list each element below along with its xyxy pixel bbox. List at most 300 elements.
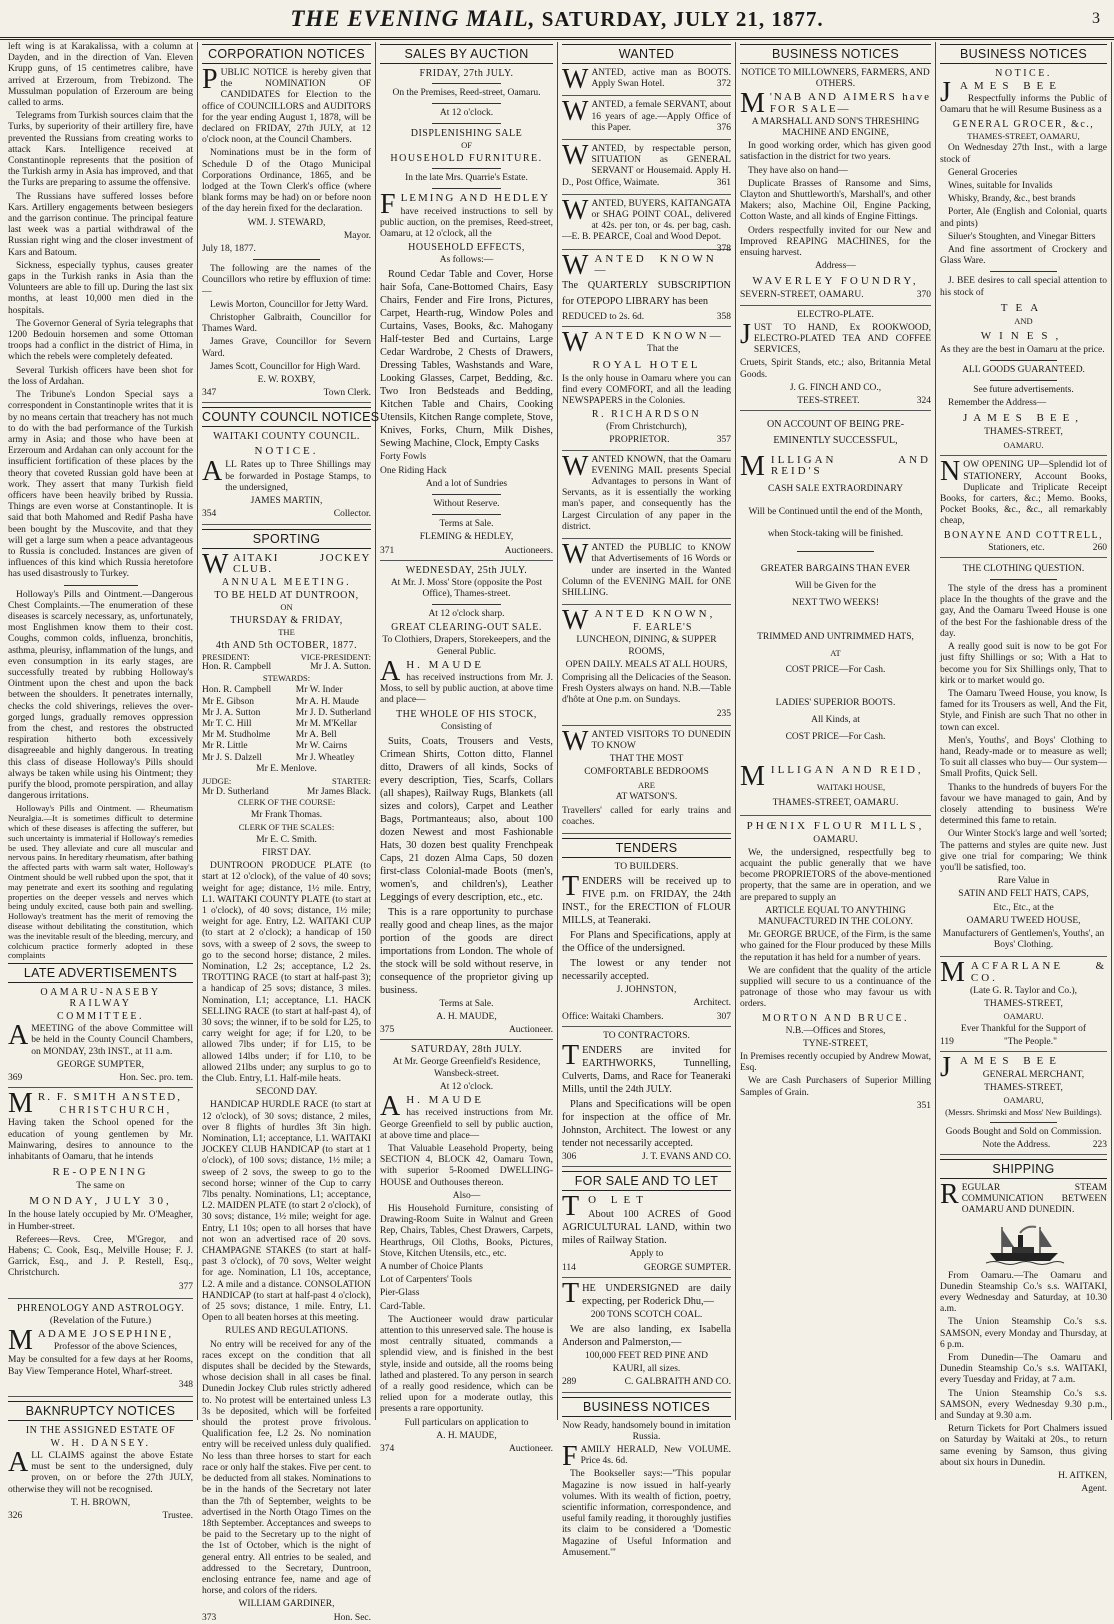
wanted-ad <box>562 194 731 254</box>
ad-signature: MORTON AND BRUCE. <box>761 1012 909 1024</box>
ad-body: In good working order, which has given good satisfaction in the district for two years. <box>740 141 931 163</box>
ad-number: 223 <box>1092 1139 1107 1150</box>
ad-text: At Mr. George Greenfield's Residence, Wansbeck-street. <box>392 1057 541 1079</box>
ad-body: has received instructions from Mr. George Greenfield to sell by public auction, at above time and place— <box>380 1108 553 1141</box>
ad-text: Without Reserve. <box>433 499 500 510</box>
ad-text: Travellers' called for early trains and coaches. <box>562 805 731 827</box>
ad-heading: KAURI, all sizes. <box>612 1364 681 1375</box>
ad-text: As they are the best in Oamaru at the price. <box>940 344 1105 355</box>
ad-text: THAT THE MOST <box>609 754 684 765</box>
ad-heading: JAMES BEE, <box>962 412 1085 425</box>
ad-text: In the late Mrs. Quarrie's Estate. <box>405 173 528 184</box>
race-day-heading: FIRST DAY. <box>262 847 311 858</box>
ad-text: Goods Bought and Sold on Commission. <box>945 1126 1102 1137</box>
general-merchant-ad <box>940 1052 1107 1155</box>
ad-number: 351 <box>916 1100 931 1111</box>
ad-address: SEVERN-STREET, OAMARU. <box>740 290 864 301</box>
tender-ad <box>562 862 731 1027</box>
ad-text: At Mr. J. Moss' Store (opposite the Post Office), Thames-street. <box>390 577 543 600</box>
drop-cap: J <box>740 318 751 350</box>
label: VICE-PRESIDENT: <box>300 651 371 662</box>
section-sporting: SPORTING <box>202 529 371 549</box>
milligan-reid-ad <box>740 417 931 815</box>
ad-heading: LADIES' SUPERIOR BOOTS. <box>775 697 896 708</box>
ad-text: Etc., Etc., at the <box>993 902 1054 913</box>
ad-text: In Premises recently occupied by Andrew Mowat, Esq. <box>740 1051 931 1074</box>
ad-number: 114 <box>562 1262 576 1273</box>
wanted-ad <box>562 249 731 328</box>
section-shipping: SHIPPING <box>940 1159 1107 1179</box>
ad-items: Round Cedar Table and Cover, Horse hair Sofa, Cane-Bottomed Chairs, Easy Chairs, Fender and Fire Irons, Pictures, Carpet, Hearth-rug, Window Poles and Curtains, Vases, Books, &c. Mahogany Half-tester Bed and Curtains, Large Cedar Wardrobe, 2 Chests of Drawers, Dressing Tables, Washstands and Ware, Looking Glasses, Carpet, Bedding, &c. Two Iron Bedsteads and Bedding, Kitchen Table and Chairs, Cooking Utensils, Kitchen Range complete, Stove, Knives, Forks, Churn, Milk Dishes, Sewing Machine, Clock, Empty Casks <box>380 269 553 450</box>
steward: Mr J. S. Dalzell <box>202 752 262 763</box>
ad-heading: F. EARLE'S <box>633 622 693 634</box>
ad-number: 374 <box>380 1443 395 1454</box>
drop-cap: W <box>562 725 589 757</box>
ad-number: 307 <box>716 1011 731 1022</box>
ad-text: "The People." <box>1003 1037 1058 1048</box>
ad-role: Auctioneer. <box>508 1025 553 1036</box>
ad-title: NOTICE TO MILLOWNERS, FARMERS, AND OTHERS. <box>741 68 930 90</box>
steward: Mr R. Little <box>202 741 248 752</box>
race-program: HANDICAP HURDLE RACE (to start at 12 o'clock), of 30 sovs; distance, 2 miles, over 8 flights of hurdles 3ft 3in high. Nomination, L1; acceptance, L1. WAITAKI JOCKEY CLUB HANDICAP (to start at 1 o'clock), of 100 sovs; distance, 1½ mile; a sweep of 2 sovs, the sweep to go to the second horse; winner of the Cup to carry 7lbs penalty. Nominations, L1; acceptance, L2. MAIDEN PLATE (to start 2 o'clock), of 30 sovs; distance, 1½ mile; weight for age. Entry, L1 10s; open to all horses that have not won an advertised race of 20 sovs. CHAMPAGNE STAKES (to start at half-past 3 o'clock), of 70 sovs, Welter weight for age. Nomination, L1 10s, acceptance, L2. A mile and a distance. CONSOLATION HANDICAP (to start at half-past 4 o'clock), of 25 sovs; distance, 1 mile. Entry, L1. Open to all beaten horses at this meeting. <box>202 1100 371 1324</box>
label: STEWARDS: <box>262 672 311 683</box>
ad-heading: AMES BEE <box>959 1055 1062 1068</box>
ad-heading: HOUSEHOLD EFFECTS, <box>408 242 525 254</box>
ship-schedule: From Dunedin—The Oamaru and Dunedin Steamship Co.'s s.s. WAITAKI, every Tuesday and Friday, at 7 a.m. <box>940 1353 1107 1386</box>
ad-text: OAMARU. <box>813 834 858 845</box>
ad-number: 260 <box>1092 542 1107 553</box>
ad-text: On Wednesday 27th Inst., with a large stock of <box>940 143 1107 165</box>
ad-body: ANTED the PUBLIC to KNOW that Advertisements of 16 Words or under are inserted in the Wanted Column of the EVENING MAIL for ONE SHILLING. <box>562 543 731 598</box>
ad-text: On the Premises, Reed-street, Oamaru. <box>392 88 541 98</box>
ad-text: Orders respectfully invited for our New and Improved REAPING MACHINES, for the ensuing harvest. <box>740 225 931 259</box>
ad-heading: ROYAL HOTEL <box>592 358 701 371</box>
ad-role: Hon. Sec. pro. tem. <box>119 1072 193 1083</box>
ad-text: COST PRICE—For Cash. <box>785 732 886 743</box>
drop-cap: M <box>740 451 768 483</box>
ad-item: Whisky, Brandy, &c., best brands <box>948 194 1076 205</box>
ad-title: ANTED KNOWN— <box>594 330 724 343</box>
ad-title: COMMITTEE. <box>57 1011 144 1023</box>
ad-text: REDUCED to 2s. 6d. <box>562 312 645 323</box>
ad-title: NOTICE. <box>995 68 1052 79</box>
section-bankruptcy: BAKNRUPTCY NOTICES <box>8 1401 193 1421</box>
ad-text: As follows:— <box>439 255 494 266</box>
james-bee-ad <box>940 68 1107 456</box>
ad-text: (From Christchurch), <box>606 422 687 433</box>
steward: Mr M. M'Kellar <box>295 718 357 729</box>
drop-cap: W <box>562 64 589 95</box>
auction-residence <box>380 1044 553 1455</box>
ad-heading: GREATER BARGAINS THAN EVER <box>760 563 911 574</box>
ad-heading: NEXT TWO WEEKS! <box>791 598 880 609</box>
ad-date: WEDNESDAY, 25th JULY. <box>405 564 528 576</box>
ad-body: About 100 ACRES of Good AGRICULTURAL LAND, within two miles of Railway Station. <box>562 1209 731 1247</box>
ad-title: W. H. DANSEY. <box>50 1438 151 1450</box>
steward: Mr E. Menlove. <box>256 763 317 774</box>
steamship-icon <box>984 1221 1064 1267</box>
section-sales-by-auction: SALES BY AUCTION <box>380 44 553 64</box>
ad-body: ANTED, a female SERVANT, about 16 years of age.—Apply Office of this Paper. <box>591 100 731 133</box>
ad-title: IN THE ASSIGNED ESTATE OF <box>25 1425 176 1437</box>
ad-item: Porter, Ale (English and Colonial, quarts and pints) <box>940 207 1107 229</box>
ad-text: For Plans and Specifications, apply at the Office of the undersigned. <box>562 930 731 955</box>
stewards-list <box>202 685 371 763</box>
ad-heading: 200 TONS SCOTCH COAL. <box>590 1309 703 1320</box>
steward: Mr W. Inder <box>295 685 343 696</box>
ansted-ad <box>8 1088 193 1299</box>
ad-body: ANTED, by respectable person, SITUATION as GENERAL SERVANT or Housemaid. Apply H. D., Post Office, Waimate. <box>562 144 731 188</box>
ad-title: ELECTRO-PLATE. <box>797 309 874 320</box>
drop-cap: P <box>202 64 218 95</box>
ad-text: The following are the names of the Councillors who retire by effluxion of time:— <box>202 264 371 297</box>
wanted-ad <box>562 96 731 140</box>
ad-text: In the house lately occupied by Mr. O'Meagher, in Humber-street. <box>8 1210 193 1232</box>
drop-cap: A <box>8 1447 29 1479</box>
phoenix-mills-ad <box>740 820 931 1112</box>
ad-signature: J. T. EVANS AND CO. <box>642 1151 731 1162</box>
ad-address: THAMES-STREET, <box>984 427 1063 438</box>
ad-text: His Household Furniture, consisting of Drawing-Room Suite in Walnut and Green Rep, Chairs, Tables, Chest Drawers, Carpets, Hearthrugs, Oil Cloths, Books, Pictures, Stove, Kitchen Utensils, etc., etc. <box>380 1203 553 1259</box>
ad-signature: FLEMING & HEDLEY, <box>419 532 514 543</box>
ad-item: And fine assortment of Crockery and Glass Ware. <box>940 245 1107 267</box>
drop-cap: W <box>562 327 592 359</box>
ad-number: 348 <box>178 1379 193 1390</box>
ad-text: ARE <box>638 779 655 790</box>
ad-number: 371 <box>380 545 395 556</box>
ship-schedule: The Union Steamship Co.'s s.s. SAMSON, every Monday and Thursday, at 6 p.m. <box>940 1317 1107 1350</box>
ad-text: J. BEE desires to call special attention to his stock of <box>940 276 1107 298</box>
drop-cap: W <box>562 194 589 226</box>
poem-stanza: Men's, Youths', and Boys' Clothing to hand, Ready-made or to measure as well; To suit all classes who buy— Our system—Small Profits, Quick Sell. <box>940 735 1107 780</box>
ad-item: Siluer's Stoughten, and Vinegar Bitters <box>948 231 1096 242</box>
ad-signature: J. JOHNSTON, <box>616 985 677 996</box>
shipping-ad <box>940 1179 1107 1495</box>
ad-item: Card-Table. <box>380 1301 425 1312</box>
drop-cap: M <box>940 957 968 989</box>
poem-stanza: The Oamaru Tweed House, you know, Is famed for its Trousers as well, And the Fit, Style, and Finish are such That no other in town can excel. <box>940 688 1107 733</box>
drop-cap: N <box>940 456 961 488</box>
ad-role: Mayor. <box>343 230 371 241</box>
race-program: DUNTROON PRODUCE PLATE (to start at 12 o'clock), of the value of 40 sovs; weight for age; distance, 1½ mile. Entry, L1. WAITAKI COUNTY PLATE (to start at 1 o'clock), of 40 sovs; distance, 1½ mile; weight for age. Entry, L2. WAITAKI CUP (to start at 2 o'clock); a handicap of 150 sovs, with a sweep of 2 sovs, the sweep to go to the second horse; distance, 2 miles. Nomination, L2 2s; acceptance, L2 2s. TROTTING RACE (to start at half-past 3); a handicap of 25 sovs; distance, 3 miles. Nomination, L1; acceptance, L1. HACK SELLING RACE (to start at half-past 4), of 30 sovs; the winner, if to be sold for L25, to carry weight for age; if for L20, to be allowed 7lbs under; if for L15, to be allowed 14lbs under; if for L10, to be allowed 21lbs under; any surplus to go to the Club. Entry, L1. Half-mile heats. <box>202 861 371 1084</box>
section-business-notices: BUSINESS NOTICES <box>562 1397 731 1417</box>
ad-body: We, the undersigned, respectfully beg to acquaint the public generally that we have become PROPRIETORS of the above-mentioned property, that the same are in operation, and we are prepared to supply an <box>740 847 931 903</box>
ad-items: Duplicate Brasses of Ransome and Sims, Clayton and Shuttleworth's, Marshall's, and other Makers; also, Machine Oil, Engine Packing, Cotton Waste, and all kinds of Engine Fittings. <box>740 178 931 223</box>
ad-body: MEETING of the above Committee will be held in the County Council Chambers, on MONDAY, 23th INST., at 11 a.m. <box>31 1024 193 1057</box>
ad-text: LUNCHEON, DINING, & SUPPER ROOMS, <box>576 635 717 657</box>
ad-date: FRIDAY, 27th JULY. <box>419 68 514 79</box>
ad-item: And a lot of Sundries <box>425 478 508 489</box>
ad-text: COMFORTABLE BEDROOMS <box>584 767 709 778</box>
ad-text: A MARSHALL AND SON'S THRESHING MACHINE AND ENGINE, <box>751 116 920 139</box>
ad-body: Respectfully informs the Public of Oamaru that he will Resume Business as a <box>940 94 1107 116</box>
page-number: 3 <box>1092 10 1100 27</box>
news-paragraph: Telegrams from Turkish sources claim that the Turks, by superiority of their artillery fire, have prevented the Russians from creating works to attack Kars. Intelligence received at Constantinople represents that the position of the Turkish army in Asia has improved, and that the Turks are preparing to assume the offensive. <box>8 111 193 189</box>
divider <box>432 103 501 104</box>
steward: Mr W. Cairns <box>295 741 348 752</box>
divider <box>990 1122 1057 1123</box>
ad-address: OAMARU. <box>1003 439 1044 450</box>
ad-title: ON ACCOUNT OF BEING PRE-EMINENTLY SUCCESSFUL, <box>766 419 905 447</box>
ad-text: Referees—Revs. Cree, M'Gregor, and Habens; C. Cook, Esq., Melville House; F. J. Garrick, Esq., and J. P. Restell, Esq., Christchurch. <box>8 1234 193 1279</box>
ad-signature: H. AITKEN, <box>1058 1471 1107 1482</box>
ad-heading: THE WHOLE OF HIS STOCK, <box>396 708 537 720</box>
drop-cap: F <box>380 189 398 221</box>
poem-stanza: A really good suit is now to be got For just fifty Shillings or so; With a Hat to become you for Six Shillings only, That to kirk or to market would go. <box>940 642 1107 686</box>
ad-role: Town Clerk. <box>323 388 371 399</box>
drop-cap: W <box>562 450 589 482</box>
ad-text: The lowest or any tender not necessarily accepted. <box>562 958 731 983</box>
column-corporation <box>198 42 380 1623</box>
section-tenders: TENDERS <box>562 838 731 858</box>
ad-text: N.B.—Offices and Stores, <box>785 1025 886 1036</box>
ad-date: July 18, 1877. <box>202 244 256 255</box>
ad-signature: JAMES MARTIN, <box>250 496 323 507</box>
ad-title: AMILY HERALD, New VOLUME. Price 4s. 6d. <box>580 1445 731 1467</box>
ad-text: ALL GOODS GUARANTEED. <box>962 364 1085 375</box>
ad-number: 119 <box>940 1037 954 1048</box>
wanted-ad <box>562 327 731 450</box>
ad-title: PHŒNIX FLOUR MILLS, <box>746 819 925 832</box>
drop-cap: W <box>562 605 592 637</box>
ad-text: (Messrs. Shrimski and Moss' New Buildings). <box>945 1106 1102 1117</box>
ad-heading: ACFARLANE & CO. <box>970 960 1107 984</box>
section-late-advertisements: LATE ADVERTISEMENTS <box>8 963 193 983</box>
ad-role: Architect. <box>693 998 731 1009</box>
drop-cap: M <box>8 1325 35 1357</box>
issue-date: SATURDAY, JULY 21, 1877. <box>541 7 824 31</box>
ad-body: Mr. GEORGE BRUCE, of the Firm, is the same who gained for the Flour produced by these Mills the reputation it has held for a number of years. <box>740 930 931 963</box>
ad-heading: RE-OPENING <box>52 1166 149 1179</box>
ad-signature: GEORGE SUMPTER, <box>56 1059 145 1070</box>
ad-title: O LET <box>588 1194 649 1207</box>
ad-role: Collector. <box>333 509 371 520</box>
ad-signature: C. GALBRAITH AND CO. <box>624 1377 731 1388</box>
ad-heading: TEA <box>1000 301 1047 314</box>
divider <box>432 494 501 495</box>
divider <box>990 579 1057 580</box>
ad-address: THAMES-STREET, OAMARU. <box>772 798 899 809</box>
ad-title: R. F. SMITH ANSTED, <box>37 1091 182 1104</box>
macfarlane-ad <box>940 957 1107 1052</box>
ad-text: Terms at Sale. <box>439 519 494 530</box>
ad-heading: DISPLENISHING SALE <box>410 128 523 140</box>
masthead-title <box>0 6 1114 32</box>
drop-cap: M <box>8 1088 35 1120</box>
auction-clearing <box>380 565 553 1041</box>
ad-signature: A. H. MAUDE, <box>436 1430 497 1441</box>
ad-address: OAMARU, <box>1003 1095 1044 1105</box>
electro-plate-ad <box>740 310 931 412</box>
column-news <box>4 42 198 1522</box>
drop-cap: T <box>562 1277 580 1309</box>
ad-text: AND <box>1014 315 1033 326</box>
ad-text: All Kinds, at <box>811 714 860 725</box>
wanted-ad <box>562 450 731 539</box>
ad-text: Also— <box>452 1190 481 1201</box>
ad-number: 369 <box>8 1072 23 1083</box>
ad-body: The Bookseller says:—"This popular Magazine is now issued in half-yearly volumes. With its wealth of fiction, poetry, scientific information, correspondence, and useful family reading, it thoroughly justifies its claim to be considered a 'Domestic Magazine of Useful Information and Amusement.'" <box>562 1469 731 1558</box>
corporation-ad <box>202 64 371 403</box>
drop-cap: J <box>940 1052 957 1084</box>
ad-body: OW OPENING UP—Splendid lot of STATIONERY, Account Books, Duplicate and Triplicate Receipt Books, for carters, &c.; Memo. Books, Pocket Books, &c., &c., all remarkably cheap, <box>940 460 1107 527</box>
divider <box>797 551 873 552</box>
ad-heading: CASH SALE EXTRAORDINARY <box>767 483 904 494</box>
ad-heading: 'NAB AND AIMERS have FOR SALE— <box>769 91 931 115</box>
phrenology-ad <box>8 1303 193 1397</box>
ad-number: 306 <box>562 1151 577 1162</box>
wanted-ad <box>562 64 731 96</box>
ad-text: Office: Waitaki Chambers. <box>562 1011 664 1022</box>
ad-number: 357 <box>716 435 731 446</box>
ad-text: The same on <box>76 1181 125 1192</box>
ad-body: The QUARTERLY SUBSCRIPTION for OTEPOPO LIBRARY has been <box>562 280 731 308</box>
ad-text: Christopher Galbraith, Councillor for Thames Ward. <box>202 313 371 335</box>
ad-body: The Auctioneer would draw particular attention to this unreserved sale. The house is most centrally situated, commands a splendid view, and is finished in the best style, inside and outside, all the rooms being lathed and plastered. To any person in search of a really good residence, which can be relied upon for a moderate outlay, this presents a rare opportunity. <box>380 1314 553 1415</box>
ad-heading: ARTICLE EQUAL TO ANYTHING MANUFACTURED IN THE COLONY. <box>758 905 913 927</box>
ad-signature: WILLIAM GARDINER, <box>238 1599 335 1610</box>
ad-heading: WINES, <box>980 329 1067 342</box>
ad-text: Full particulars on application to <box>404 1417 529 1428</box>
drop-cap: T <box>562 1039 580 1071</box>
ad-text: Consisting of <box>441 721 492 732</box>
ad-number: 375 <box>380 1025 395 1036</box>
ad-date: THURSDAY & FRIDAY, <box>230 614 343 626</box>
section-county-council: COUNTY COUNCIL NOTICES <box>202 407 371 427</box>
tender-ad <box>562 1031 731 1167</box>
ship-schedule: Return Tickets for Port Chalmers issued on Saturday by Waitaki at 20s., to return same evening by Samson, thus giving about six hours in Dunedin. <box>940 1424 1107 1468</box>
ad-signature: T. H. BROWN, <box>70 1497 131 1508</box>
steward: Mr A. H. Maude <box>295 696 359 707</box>
label: PRESIDENT: <box>202 651 250 662</box>
section-wanted: WANTED <box>562 44 731 64</box>
ad-role: Stationers, etc. <box>988 542 1045 553</box>
stationery-ad <box>940 456 1107 557</box>
label: CLERK OF THE COURSE: <box>237 796 336 807</box>
ad-text: TO BE HELD AT DUNTROON, <box>214 589 359 601</box>
divider <box>432 123 501 124</box>
ad-item: General Groceries <box>948 167 1018 178</box>
drop-cap: W <box>562 539 589 571</box>
ad-role: Auctioneers. <box>504 545 553 556</box>
ad-signature: WM. J. STEWARD, <box>247 217 326 228</box>
ad-heading: GENERAL GROCER, &c., <box>952 118 1095 130</box>
drop-cap: W <box>562 140 589 172</box>
poem-stanza: Thanks to the hundreds of buyers For the favour we have managed to gain, And by closely attending to business We're determined this fame to retain. <box>940 782 1107 827</box>
divider <box>64 585 138 586</box>
ad-address: THAMES-STREET, <box>984 1082 1063 1093</box>
ad-text: AT <box>830 647 841 658</box>
ad-number: 376 <box>716 122 731 133</box>
news-paragraph: The Tribune's London Special says a correspondent in Constantinople writes that it is by no means certain that treachery has not much to do with the bad performance of the Turkish army in Asia; and those who have been at Erzeroum and Ardahan can only account for the insufficient fortification of these places by the theory that coveted Russian gold have been at work. They assert that many Turkish field officers have been heavily bribed by Russia. Things are even worse at Constantinople. It is said that both Mahomed and Redif Pasha have been bought by the Muscovite, and that they will get a large sum when a peace advantageous to Russia is concluded. Instances are given of influences of this kind which Russia heretofore has used disastrously to Turkey. <box>8 390 193 580</box>
ad-body: Is the only house in Oamaru where you can find every COMFORT, and all the leading NEWSPAPERS in the Colonies. <box>562 373 731 407</box>
ad-role: Trustee. <box>162 1511 193 1522</box>
ad-text: OF <box>461 140 472 151</box>
to-let-ad <box>562 1191 731 1278</box>
drop-cap: W <box>202 548 230 580</box>
wanted-ad <box>562 605 731 726</box>
ad-signature: E. W. ROXBY, <box>257 375 316 386</box>
ad-title: EGULAR STEAM COMMUNICATION BETWEEN OAMARU AND DUNEDIN. <box>961 1183 1107 1216</box>
ad-signature: GEORGE SUMPTER. <box>643 1262 731 1273</box>
drop-cap: M <box>740 761 768 793</box>
ad-text: To Clothiers, Drapers, Storekeepers, and the General Public. <box>382 635 551 657</box>
name: Mr D. Sutherland <box>202 786 269 797</box>
ad-number: 361 <box>716 177 731 188</box>
ad-body: has received instructions from Mr. J. Moss, to sell by public auction, at above time and place— <box>380 673 553 706</box>
ad-title: ANTED KNOWN, <box>594 608 716 621</box>
ad-body: Comprising all the Delicacies of the Season. Fresh Oysters always on hand. N.B.—Table d'hôte at One p.m. on Sundays. <box>562 672 731 706</box>
drop-cap: A <box>380 655 404 687</box>
drop-cap: W <box>562 96 589 128</box>
ad-heading: TRIMMED AND UNTRIMMED HATS, <box>757 631 914 642</box>
ad-body: This is a rare opportunity to purchase really good and cheap lines, as the major portion of the goods are direct importations from London. The whole of the stock will be sold without reserve, in consequence of the proprietor giving up business. <box>380 906 553 996</box>
steward: Mr J. A. Sutton <box>202 707 261 718</box>
ad-text: Now Ready, handsomely bound in imitation Russia. <box>562 1420 731 1442</box>
ad-items: Suits, Coats, Trousers and Vests, Crimean Shirts, Cotton ditto, Flannel ditto, Drawers of all kinds, Socks of every description, Ties, Scarfs, Collars (all shapes), Railway Rugs, Blankets (all sizes and colors), Carpet and Leather Bags, Portmanteaus; also, about 100 dozen Newest and most Fashionable Hats, 30 dozen best quality Frenchpeak Caps, 21 dozen Alma Caps, 50 dozen first-class Colonial-made Boots (men's, women's, and children's), Leather Leggings of every description, etc., etc. <box>380 735 553 903</box>
ad-body: LL Rates up to Three Shillings may be forwarded in Postage Stamps, to the undersigned, <box>225 460 371 493</box>
ad-role: PROPRIETOR. <box>609 435 670 446</box>
divider <box>432 168 501 169</box>
section-business-notices: BUSINESS NOTICES <box>740 44 931 64</box>
drop-cap: W <box>562 249 592 281</box>
drop-cap: T <box>562 1191 586 1223</box>
divider <box>432 604 501 605</box>
wanted-ad <box>562 539 731 605</box>
drop-cap: A <box>202 456 223 488</box>
ad-title: WAITAKI COUNTY COUNCIL. <box>213 431 360 443</box>
ad-text: At 12 o'clock sharp. <box>428 609 505 620</box>
news-paragraph: left wing is at Karakalissa, with a column at Dayden, and in the direction of Van. Eleven Krupp guns, of 15 centimetres calibre, have arrived at Erzeroum, from Trebizond. The Mussulman population of Erzeroum are being called to arms. <box>8 42 193 109</box>
ad-signature: J. G. FINCH AND CO., <box>789 382 882 393</box>
ad-title: THE CLOTHING QUESTION. <box>962 563 1085 574</box>
ad-date: MONDAY, JULY 30, <box>29 1195 172 1208</box>
ad-subtitle: CHRISTCHURCH, <box>59 1105 172 1117</box>
ad-text: James Scott, Councillor for High Ward. <box>210 361 361 372</box>
ad-text: Remember the Address— <box>948 398 1047 409</box>
name: Mr E. C. Smith. <box>256 834 317 845</box>
steward: Mr E. Gibson <box>202 696 254 707</box>
ad-title: H. MAUDE <box>406 658 485 671</box>
ad-text: We are Cash Purchasers of Superior Milling Samples of Grain. <box>740 1076 931 1098</box>
drop-cap: F <box>562 1441 578 1472</box>
steward: Mr J. D. Sutherland <box>295 707 371 718</box>
ad-text: Note the Address. <box>982 1139 1051 1150</box>
paper-name: THE EVENING MAIL, <box>290 6 536 31</box>
county-ad <box>202 431 371 524</box>
steward: Hon. R. Campbell <box>202 685 272 696</box>
ad-text: Will be Given for the <box>795 581 876 592</box>
news-paragraph: Several Turkish officers have been shot for the loss of Ardahan. <box>8 365 193 387</box>
column-business-2 <box>936 42 1112 1495</box>
divider <box>253 259 321 260</box>
section-for-sale: FOR SALE AND TO LET <box>562 1171 731 1191</box>
rules-text: No entry will be received for any of the races except on the condition that all disputes shall be decided by the Stewards, whose decision shall in all cases be final. Dunedin Jockey Club rules strictly adhered to. No protest will be entertained unless L3 3s be deposited, which will be forfeited should the protest prove frivolous. Qualification fee, L2 2s. No nomination entry will be received unless duly qualified. No less than three horses to start for each race or only half the stakes. Five per cent. to be deducted from all stakes. Nominations to be in the hands of the Secretary not later than the 7th of September, weights to be advertised in the North Otago Times on the 18th September. Acceptances and sweeps to be paid to the Secretary up to the night of the 1st of October, which is the night of general entry. All entries to be sealed, and addressed to the Secretary, Duntroon, enclosing entrance fee, name and age of horse, and colors of the riders. <box>202 1339 371 1597</box>
divider <box>432 83 501 84</box>
ad-title: ANTED VISITORS TO DUNEDIN TO KNOW <box>591 729 731 751</box>
news-paragraph: Sickness, especially typhus, causes greater gaps in the Turkish ranks in Asia than the Volunteers are able to fill up. During the last six months, at least 10,000 men died in the hospitals. <box>8 260 193 316</box>
ship-schedule: From Oamaru.—The Oamaru and Dunedin Steamship Co.'s s.s. WAITAKI, every Wednesday and Saturday, at 10.30 a.m. <box>940 1270 1107 1315</box>
ad-body: We are confident that the quality of the article supplied will secure to us a continuance of the patronage of those who may favour us with orders. <box>740 965 931 1010</box>
ad-text: ON <box>280 601 293 612</box>
ad-title: ANTED KNOWN— <box>594 252 717 276</box>
ad-text: Address— <box>815 261 856 272</box>
drop-cap: T <box>562 871 580 903</box>
ad-title: PHRENOLOGY AND ASTROLOGY. <box>16 1302 185 1314</box>
clothing-question-ad <box>940 564 1107 958</box>
ad-heading: 100,000 FEET RED PINE AND <box>584 1350 709 1361</box>
divider <box>432 188 501 189</box>
